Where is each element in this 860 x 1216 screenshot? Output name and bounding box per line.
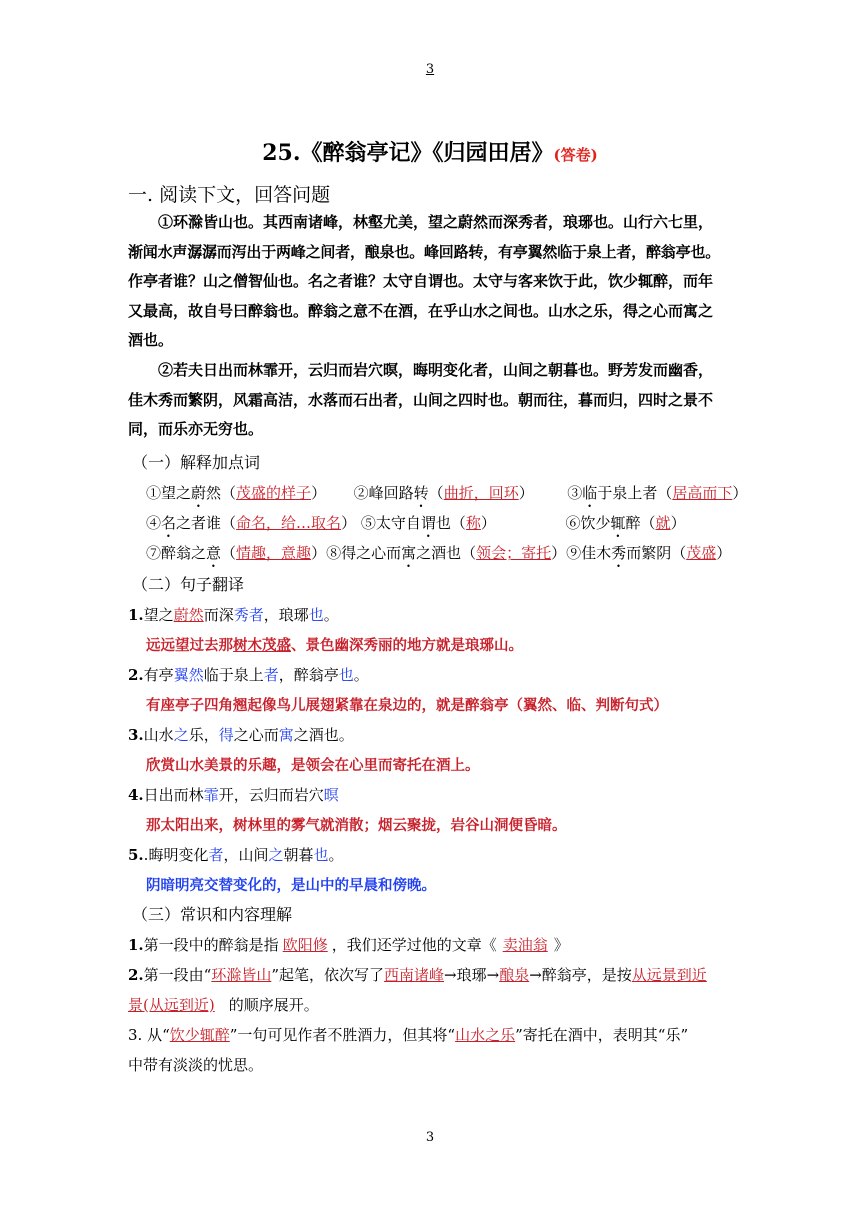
translation-answer-3: 欣赏山水美景的乐趣，是领会在心里而寄托在酒上。	[146, 757, 480, 774]
passage-line: 佳木秀而繁阴，风霜高洁，水落而石出者，山间之四时也。朝而往，暮而归，四时之景不	[128, 390, 714, 409]
answer: 西南诸峰	[384, 966, 445, 984]
translation-question-2: 2.有亭翼然临于泉上者，醉翁亭也。	[128, 666, 369, 684]
answer: 欧阳修	[282, 936, 328, 954]
answer: 卖油翁	[502, 936, 548, 954]
comprehension-question-2: 2.第一段由“环滁皆山”起笔，依次写了西南诸峰→琅琊→酿泉→醉翁亭，是按从远景到近 景(从远到近) 的顺序展开。	[128, 966, 707, 1014]
answer: 居高而下	[672, 484, 733, 502]
page-number-bottom: 3	[425, 1130, 435, 1145]
answer: 环滁皆山	[211, 966, 272, 984]
passage-line: 作亭者谁？山之僧智仙也。名之者谁？太守自谓也。太守与客来饮于此，饮少辄醉，而年	[128, 272, 714, 290]
translation-answer-4: 那太阳出来，树林里的雾气就消散；烟云聚拢，岩谷山洞便昏暗。	[146, 817, 567, 834]
answer: 景(从远到近)	[128, 996, 215, 1014]
answer: 茂盛	[686, 544, 717, 562]
part2-heading: （二）句子翻译	[132, 575, 245, 594]
passage-paragraph-2	[128, 356, 734, 445]
vocab-item: ③临于泉上者（居高而下）	[567, 484, 748, 502]
answer: 情趣，意趣	[236, 544, 312, 562]
answer: 山水之乐	[455, 1026, 516, 1044]
passage-line: ①环滁皆山也。其西南诸峰，林壑尤美，望之蔚然而深秀者，琅琊也。山行六七里，	[158, 213, 714, 231]
vocab-item: ②峰回路转（曲折，回环）	[353, 484, 534, 502]
passage-line: 又最高，故自号曰醉翁也。醉翁之意不在酒，在乎山水之间也。山水之乐，得之心而寓之	[128, 301, 714, 320]
vocab-row	[146, 482, 747, 511]
translation-answer-1: 远远望过去那树木茂盛、景色幽深秀丽的地方就是琅琊山。	[146, 637, 523, 654]
page-number-top: 3	[425, 62, 435, 77]
passage-line: 酒也。	[128, 331, 174, 349]
answer: 就	[655, 514, 671, 532]
translation-question-4: 4.日出而林霏开，云归而岩穴暝	[128, 786, 339, 804]
vocab-row	[146, 542, 731, 571]
title-note: (答卷)	[553, 146, 598, 164]
answer: 称	[465, 514, 481, 532]
translation-question-5: 5..晦明变化者，山间之朝暮也。	[128, 846, 344, 864]
translation-question-3: 3.山水之乐，得之心而寓之酒也。	[128, 726, 354, 744]
part1-heading: （一）解释加点词	[132, 453, 261, 472]
title-text: 25.《醉翁亭记》《归园田居》	[262, 140, 554, 166]
vocab-item: ①望之蔚然（茂盛的样子）	[146, 484, 327, 502]
passage-line: 同，而乐亦无穷也。	[128, 420, 264, 438]
passage-paragraph-1	[128, 208, 734, 356]
answer: 饮少辄醉	[169, 1026, 230, 1044]
translation-answer-2: 有座亭子四角翘起像鸟儿展翅紧靠在泉边的，就是醉翁亭（翼然、临、判断句式）	[146, 697, 668, 714]
vocab-item: ④名之者谁（命名，给…取名）	[146, 514, 357, 532]
passage-line: ②若夫日出而林霏开，云归而岩穴暝，晦明变化者，山间之朝暮也。野芳发而幽香，	[158, 361, 714, 379]
comprehension-question-3: 3. 从“饮少辄醉”一句可见作者不胜酒力，但其将“山水之乐”寄托在酒中，表明其“乐” 中带有淡淡的忧思。	[128, 1026, 689, 1074]
part3-heading: （三）常识和内容理解	[132, 905, 293, 924]
vocab-item: ⑨佳木秀而繁阴（茂盛）	[566, 544, 732, 562]
page-title	[0, 136, 860, 167]
answer: 从远景到近	[631, 966, 707, 984]
comprehension-question-1: 1.第一段中的醉翁是指 欧阳修 ，我们还学过他的文章《 卖油翁 》	[128, 936, 569, 954]
vocab-item: ⑤太守自谓也（称）	[360, 514, 496, 532]
vocab-item: ⑦醉翁之意（情趣，意趣）	[146, 544, 327, 562]
answer: 酿泉	[499, 966, 530, 984]
vocab-row	[146, 512, 686, 541]
translation-question-1: 1.望之蔚然而深秀者，琅琊也。	[128, 606, 339, 624]
translation-answer-5: 阴暗明亮交替变化的，是山中的早晨和傍晚。	[146, 877, 436, 894]
vocab-item: ⑥饮少辄醉（就）	[565, 514, 686, 532]
vocab-item: ⑧得之心而寓之酒也（领会；寄托）	[326, 544, 567, 562]
passage-line: 渐闻水声潺潺而泻出于两峰之间者，酿泉也。峰回路转，有亭翼然临于泉上者，醉翁亭也。	[128, 242, 721, 261]
answer: 曲折，回环	[443, 484, 519, 502]
answer: 命名，给…取名	[236, 514, 342, 532]
section-heading: 一. 阅读下文，回答问题	[128, 184, 331, 206]
answer: 茂盛的样子	[236, 484, 312, 502]
answer: 领会；寄托	[476, 544, 552, 562]
